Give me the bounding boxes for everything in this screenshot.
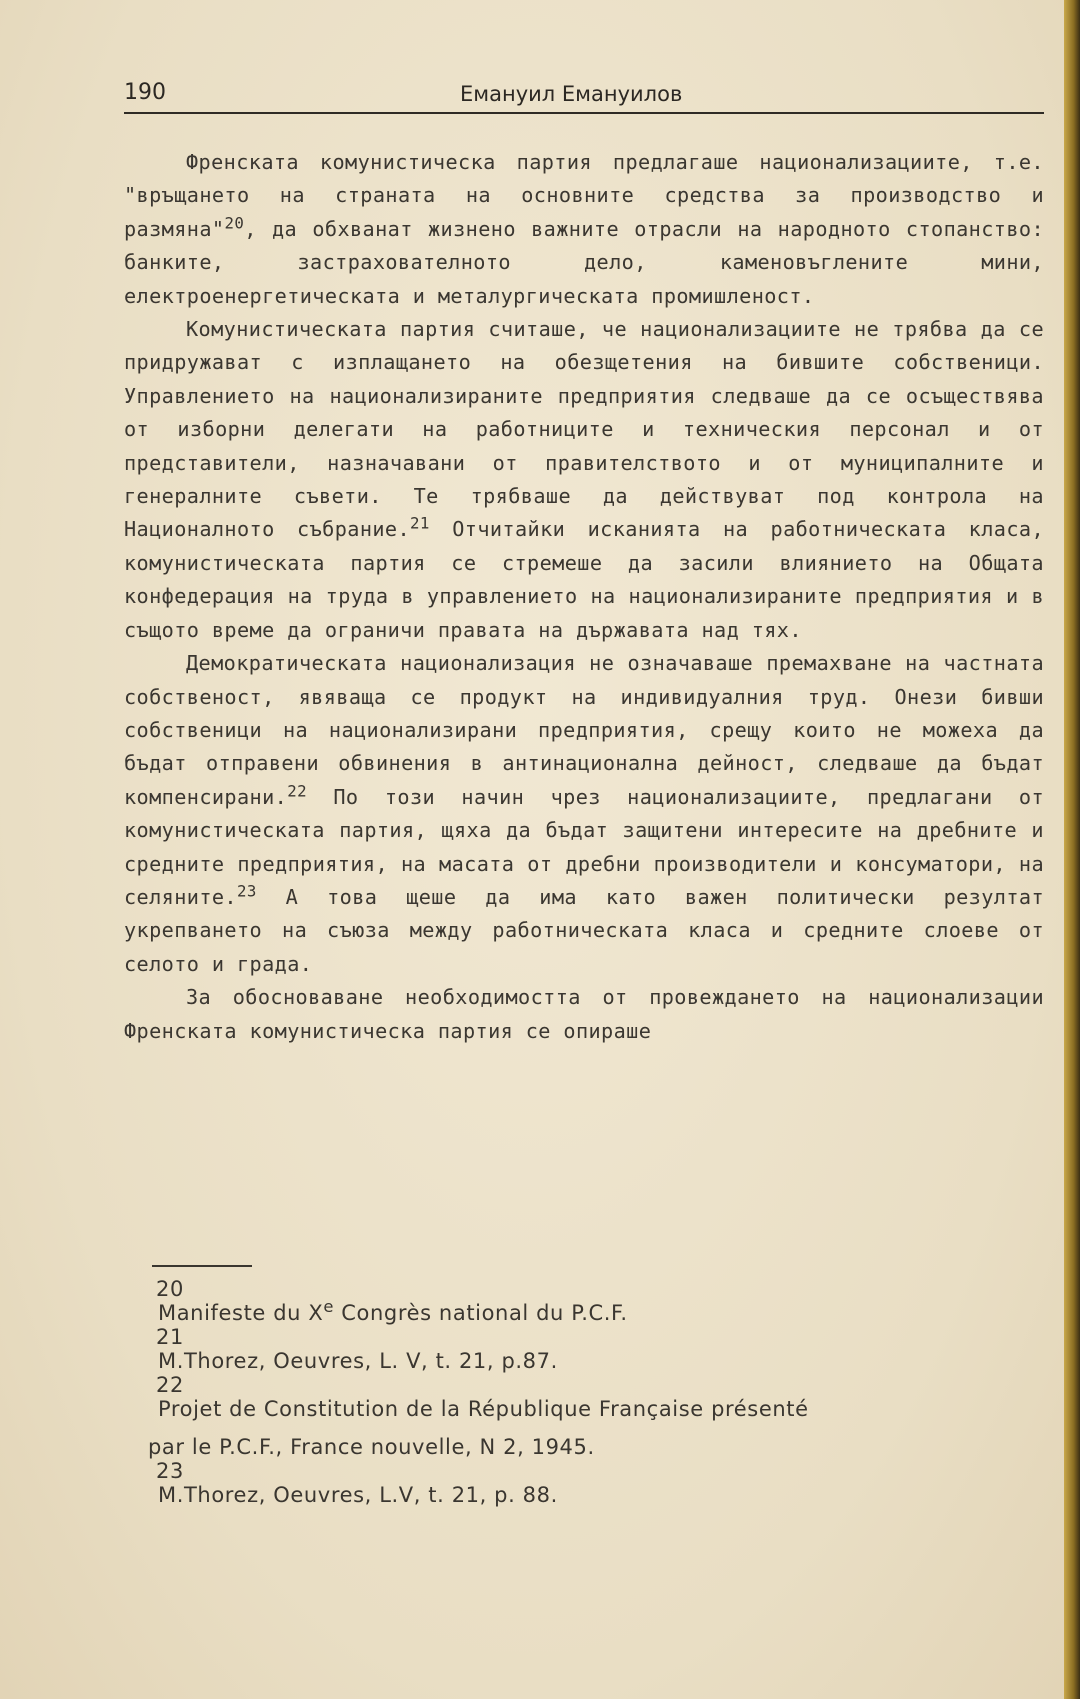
footnote-superscript: e [323,1297,334,1316]
paragraph: Комунистическата партия считаше, че национализациите не трябва да се придружават с изплащането на обезщетения на бившите собственици. Управлението на национализираните предприятия следваше да се осъществява от изборни делегати на работниците и техническия персонал и от представители, назначавани от правителството и от муниципалните и генералните съвети. Те трябваше да действуват под контрола на Националното събрание.$^{21}$ Отчитайки исканията на работническата класа, комунистическата партия се стремеше да засили влиянието на Общата конфедерация на труда в управлението на национализираните предприятия и в същото време да ограничи правата на държавата над тях. [124,317,1044,642]
footnote [148,1373,1032,1466]
footnote-text: M.Thorez, Oeuvres, L. V, t. 21, p.87. [158,1349,558,1373]
footnote-ref: 20 [224,213,245,233]
footnote-number: 21 [156,1325,184,1349]
footnote-text: Congrès national du P.C.F. [334,1301,628,1325]
page-number: 190 [124,80,166,105]
footnote-ref: 22 [287,780,307,800]
footnote-divider [152,1265,252,1267]
footnote-ref: 23 [237,881,257,901]
footnote-number: 20 [156,1277,184,1301]
page-header [124,82,1044,114]
footnote-text: Manifeste du X [158,1301,324,1325]
footnote-text: par le P.C.F., France nouvelle, N 2, 1945. [148,1435,595,1459]
paragraph: Френската комунистическа партия предлагаше национализациите, т.е. "връщането на страната на основните средства за производство и размяна"$^{20}$, да обхванат жизнено важните отрасли на народното стопанство: банките, застрахователното дело, каменовъглените мини, електроенергетическата и металургическата промишленост. [124,150,1044,308]
book-spine-edge [1064,0,1080,1699]
footnote-number: 22 [156,1373,184,1397]
footnote-text: Projet de Constitution de la République Française présenté [158,1397,809,1421]
footnote-text: M.Thorez, Oeuvres, L.V, t. 21, p. 88. [158,1483,558,1507]
footnotes [148,1277,1032,1514]
footnote [152,1277,1032,1332]
footnote-ref: 21 [410,513,430,533]
body-text [124,146,1044,1048]
footnote [152,1325,1032,1380]
paragraph: За обосноваване необходимостта от провеждането на национализации Френската комунистическа партия се опираше [124,985,1044,1043]
running-head: Емануил Емануилов [460,82,683,106]
footnote [152,1459,1032,1514]
paragraph: Демократическата национализация не означаваше премахване на частната собственост, явяваща се продукт на индивидуалния труд. Онези бивши собственици на национализирани предприятия, срещу които не можеха да бъдат отправени обвинения в антинационална дейност, следваше да бъдат компенсирани.$^{22}$ По този начин чрез национализациите, предлагани от комунистическата партия, щяха да бъдат защитени интересите на дребните и средните предприятия, на масата от дребни производители и консуматори, на селяните.$^{23}$ А това щеше да има като важен политически резултат укрепването на съюза между работническата класа и средните слоеве от селото и града. [124,651,1044,976]
footnote-number: 23 [156,1459,184,1483]
